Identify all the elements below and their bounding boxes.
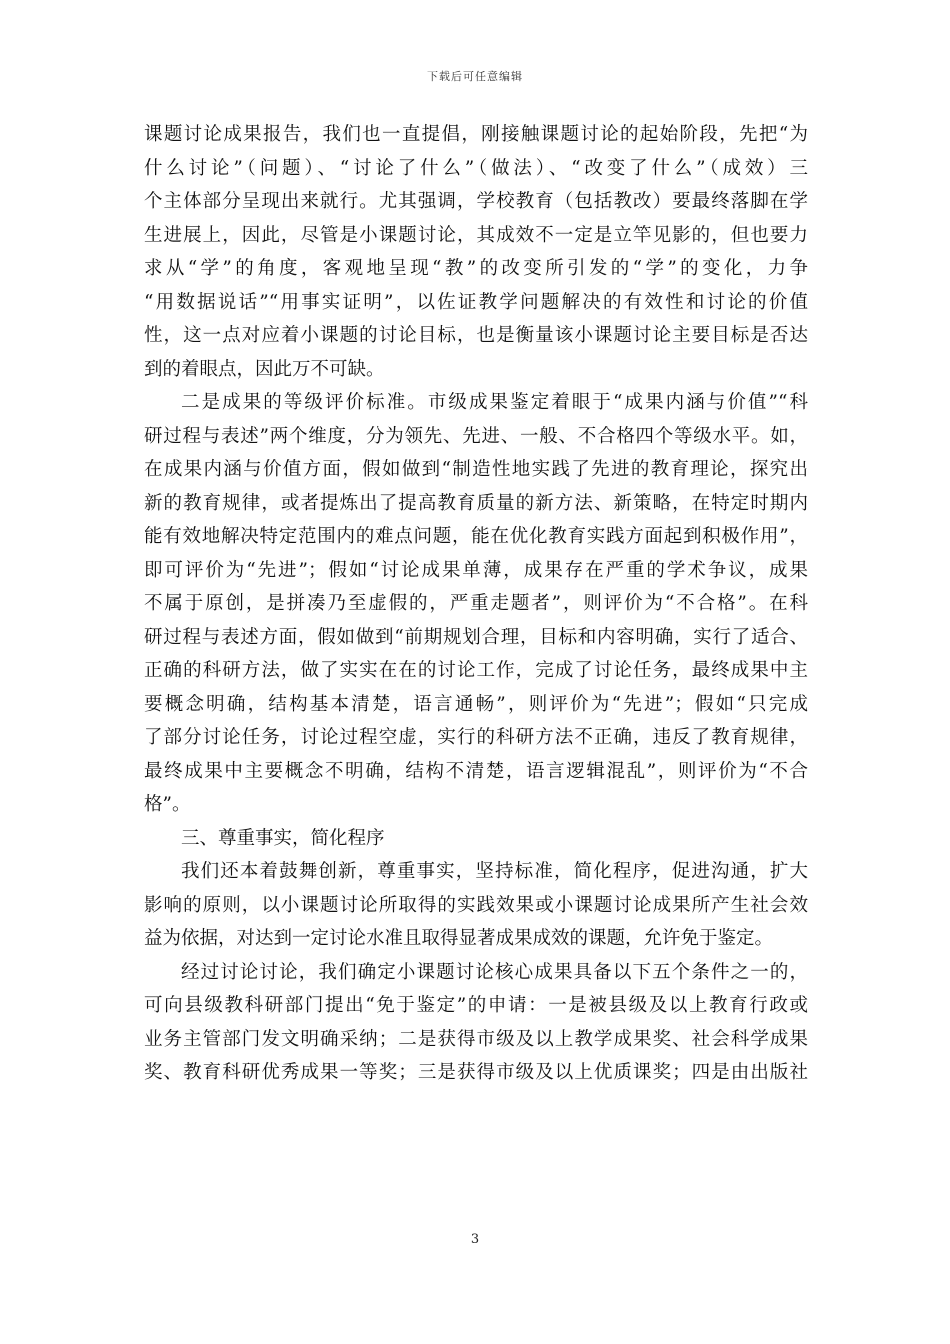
- text-line: 研过程与表述”两个维度，分为领先、先进、一般、不合格四个等级水平。如，: [144, 425, 808, 447]
- text-line: 我们还本着鼓舞创新，尊重事实，坚持标准，简化程序，促进沟通，扩大: [181, 861, 808, 882]
- text-line: 什么讨论”（问题）、“讨论了什么”（做法）、“改变了什么”（成效）三: [144, 157, 808, 179]
- text-line: 正确的科研方法，做了实实在在的讨论工作，完成了讨论任务，最终成果中主: [144, 660, 808, 681]
- text-line: 课题讨论成果报告，我们也一直提倡，刚接触课题讨论的起始阶段，先把“为: [144, 124, 808, 145]
- text-line: 要概念明确，结构基本清楚，语言通畅”，则评价为“先进”；假如“只完成: [144, 693, 808, 715]
- text-line: 生进展上，因此，尽管是小课题讨论，其成效不一定是立竿见影的，但也要力: [144, 224, 808, 246]
- text-line: 益为依据，对达到一定讨论水准且取得显著成果成效的课题，允许免于鉴定。: [144, 928, 774, 949]
- text-line: 不属于原创，是拼凑乃至虚假的，严重走题者”，则评价为“不合格”。在科: [144, 593, 808, 614]
- text-line: “用数据说话”“用事实证明”，以佐证教学问题解决的有效性和讨论的价值: [144, 291, 808, 313]
- text-line: 性，这一点对应着小课题的讨论目标，也是衡量该小课题讨论主要目标是否达: [144, 325, 808, 346]
- text-line: 影响的原则，以小课题讨论所取得的实践效果或小课题讨论成果所产生社会效: [144, 894, 808, 916]
- text-line: 可向县级教科研部门提出“免于鉴定”的申请：一是被县级及以上教育行政或: [144, 995, 808, 1016]
- text-line: 经过讨论讨论，我们确定小课题讨论核心成果具备以下五个条件之一的，: [181, 961, 808, 983]
- text-line: 能有效地解决特定范围内的难点问题，能在优化教育实践方面起到积极作用”，: [144, 526, 808, 547]
- text-line: 了部分讨论任务，讨论过程空虚，实行的科研方法不正确，违反了教育规律，: [144, 727, 808, 748]
- text-line: 研过程与表述方面，假如做到“前期规划合理，目标和内容明确，实行了适合、: [144, 626, 808, 648]
- text-line: 最终成果中主要概念不明确，结构不清楚，语言逻辑混乱”，则评价为“不合: [144, 760, 808, 782]
- document-body: [144, 118, 808, 1090]
- text-line: 格”。: [144, 794, 191, 815]
- text-line: 在成果内涵与价值方面，假如做到“制造性地实践了先进的教育理论，探究出: [144, 459, 808, 480]
- text-line: 业务主管部门发文明确采纳；二是获得市级及以上教学成果奖、社会科学成果: [144, 1028, 808, 1050]
- text-line: 即可评价为“先进”；假如“讨论成果单薄，成果存在严重的学术争议，成果: [144, 559, 808, 581]
- page-number: 3: [470, 1232, 480, 1247]
- text-line: 个主体部分呈现出来就行。尤其强调，学校教育（包括教改）要最终落脚在学: [144, 191, 808, 212]
- text-line: 三、尊重事实，简化程序: [181, 827, 385, 849]
- text-line: 到的着眼点，因此万不可缺。: [144, 358, 385, 380]
- text-line: 二是成果的等级评价标准。市级成果鉴定着眼于“成果内涵与价值”“科: [181, 392, 808, 413]
- text-line: 新的教育规律，或者提炼出了提高教育质量的新方法、新策略，在特定时期内: [144, 492, 808, 514]
- page-header: 下载后可任意编辑: [427, 70, 523, 83]
- text-line: 求从“学”的角度，客观地呈现“教”的改变所引发的“学”的变化，力争: [144, 258, 808, 279]
- text-line: 奖、教育科研优秀成果一等奖；三是获得市级及以上优质课奖；四是由出版社: [144, 1062, 808, 1083]
